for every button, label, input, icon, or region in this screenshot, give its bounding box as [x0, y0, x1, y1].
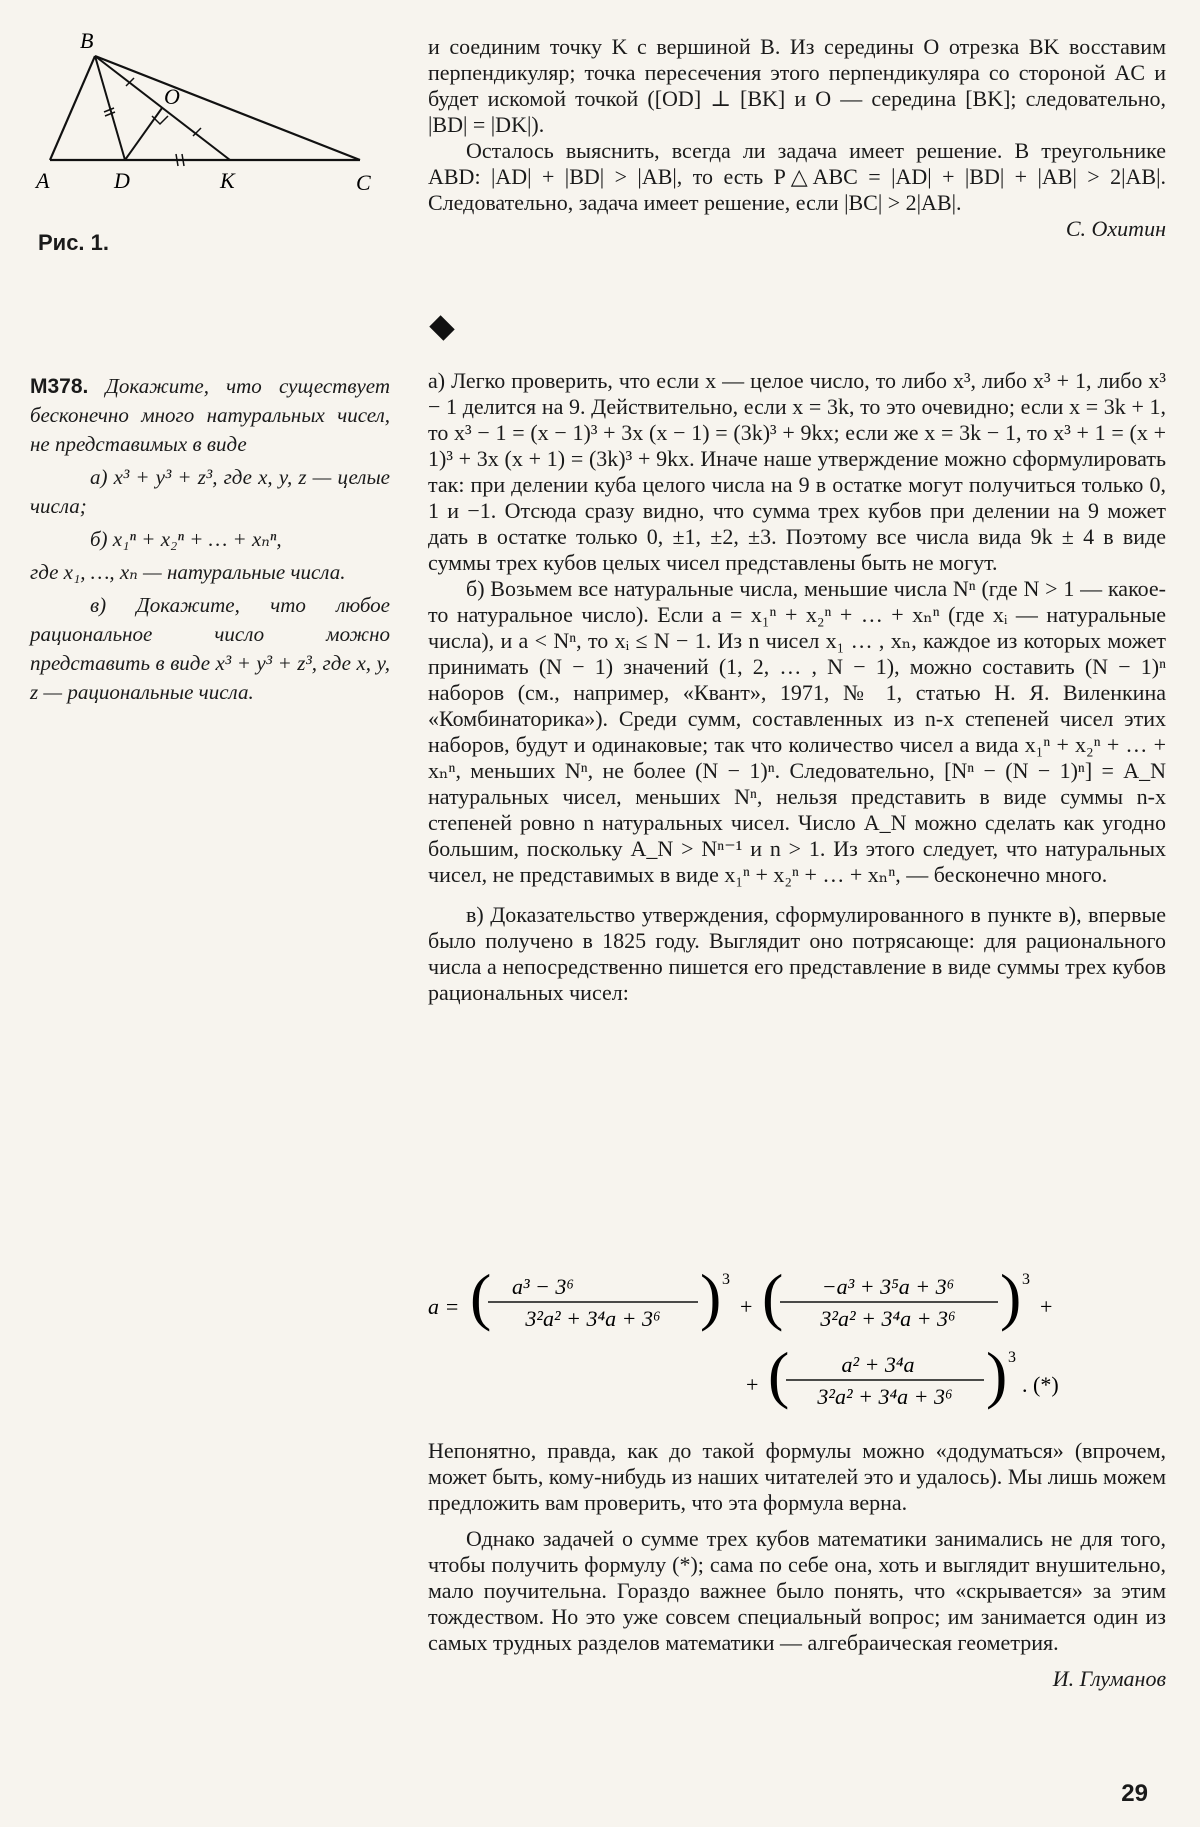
- label-a: A: [36, 168, 50, 193]
- problem-statement: [30, 372, 390, 711]
- term1-numerator: a³ − 3⁶: [511, 1274, 575, 1299]
- problem-part-b-cont: где x₁, …, xₙ — натуральные числа.: [30, 560, 346, 584]
- label-b: B: [80, 28, 94, 53]
- problem-part-c: в) Докажите, что любое рациональное число можно представить в виде x³ + y³ + z³, где x, y, z — рациональные числа.: [30, 593, 390, 704]
- plus-1: +: [740, 1294, 753, 1319]
- formula-tag: . (*): [1022, 1372, 1059, 1397]
- figure-caption: Рис. 1.: [38, 230, 110, 255]
- solution-author: И. Глуманов: [1052, 1666, 1166, 1691]
- solution-last: Однако задачей о сумме трех кубов математики занимались не для того, чтобы получить формулу (*); сама по себе она, хоть и выглядит внушительно, мало поучительна. Гораздо важнее было понять, что «скрывается» за этим тождеством. Но это уже совсем специальный вопрос; им занимается один из самых трудных разделов математики — алгебраическая геометрия.: [428, 1526, 1166, 1655]
- previous-solution-author: С. Охитин: [1065, 216, 1166, 241]
- solution-part-b: б) Возьмем все натуральные числа, меньшие числа Nⁿ (где N > 1 — какое-то натуральное число). Если a = x₁ⁿ + x₂ⁿ + … + xₙⁿ (где xᵢ — натуральные числа), и a < Nⁿ, то xᵢ ≤ N − 1. Из n чисел x₁ … , xₙ, каждое из которых может принимать (N − 1) значений (1, 2, … , N − 1), можно составить (N − 1)ⁿ наборов (см., например, «Квант», 1971, № 1, статью Н. Я. Виленкина «Комбинаторика»). Среди сумм, составленных из n-х степеней чисел этих наборов, будут и одинаковые; так что количество чисел a вида x₁ⁿ + x₂ⁿ + … + xₙⁿ, меньших Nⁿ, не более (N − 1)ⁿ. Следовательно, [Nⁿ − (N − 1)ⁿ] = A_N натуральных чисел, меньших Nⁿ, нельзя представить в виде суммы n-х степеней ровно n натуральных чисел. Число A_N можно сделать как угодно большим, поскольку A_N > Nⁿ⁻¹ и n > 1. Из этого следует, что натуральных чисел, не представимых в виде x₁ⁿ + x₂ⁿ + … + xₙⁿ, — бесконечно много.: [428, 576, 1166, 887]
- figure-triangle: [30, 28, 390, 218]
- term2-power: 3: [1022, 1271, 1030, 1288]
- segment-od: [125, 108, 162, 160]
- segment-bd: [95, 56, 125, 160]
- cube-sum-formula: [428, 1270, 1166, 1420]
- term2-numerator: −a³ + 3⁵a + 3⁶: [821, 1274, 955, 1299]
- term1-power: 3: [722, 1271, 730, 1288]
- triangle-diagram: [30, 28, 390, 218]
- label-c: C: [356, 170, 371, 195]
- problem-part-b: б) x₁ⁿ + x₂ⁿ + … + xₙⁿ,: [90, 527, 282, 551]
- problem-intro: Докажите, что существует бесконечно много натуральных чисел, не представимых в виде: [30, 374, 390, 456]
- formula-lhs: a =: [428, 1294, 460, 1319]
- page-number: 29: [1121, 1780, 1148, 1807]
- solution-body: [428, 368, 1166, 1006]
- side-bc: [95, 56, 360, 160]
- paren-open-3: (: [768, 1339, 790, 1410]
- solution-part-c: в) Доказательство утверждения, сформулированного в пункте в), впервые было получено в 1825 году. Выглядит оно потрясающе: для рационального числа a непосредственно пишется его представление в виде суммы трех кубов рациональных чисел:: [428, 902, 1166, 1005]
- term3-power: 3: [1008, 1349, 1016, 1366]
- paren-close-3: ): [986, 1339, 1008, 1410]
- problem-id: М378.: [30, 375, 89, 398]
- previous-solution: [428, 34, 1166, 242]
- solution-after-formula: Непонятно, правда, как до такой формулы можно «додуматься» (впрочем, может быть, кому-нибудь из наших читателей это и удалось). Мы лишь можем предложить вам проверить, что эта формула верна.: [428, 1438, 1166, 1515]
- solution-conclusion: [428, 1438, 1166, 1692]
- label-d: D: [114, 168, 130, 193]
- paren-open-2: (: [762, 1270, 784, 1332]
- previous-solution-para2: Осталось выяснить, всегда ли задача имеет решение. В треугольнике ABD: |AD| + |BD| > |AB|, то есть P△ABC = |AD| + |BD| + |AB| > 2|AB|. Следовательно, задача имеет решение, если |BC| > 2|AB|.: [428, 138, 1166, 215]
- paren-open-1: (: [470, 1270, 492, 1332]
- segment-bk: [95, 56, 230, 160]
- plus-2: +: [1040, 1294, 1053, 1319]
- label-o: O: [164, 84, 180, 109]
- previous-solution-para1: и соединим точку K с вершиной B. Из середины O отрезка BK восставим перпендикуляр; точка пересечения этого перпендикуляра со стороной AC и будет искомой точкой ([OD] ⊥ [BK] и O — середина [BK]; следовательно, |BD| = |DK|).: [428, 34, 1166, 137]
- paren-close-2: ): [1000, 1270, 1022, 1332]
- solution-part-a: а) Легко проверить, что если x — целое число, то либо x³, либо x³ + 1, либо x³ − 1 делится на 9. Действительно, если x = 3k, то это очевидно; если x = 3k + 1, то x³ − 1 = (x − 1)³ + 3x (x − 1) = (3k)³ + 9kx; если же x = 3k − 1, то x³ + 1 = (x + 1)³ + 3x (x + 1) = (3k)³ + 9kx. Иначе наше утверждение можно сформулировать так: при делении куба целого числа на 9 в остатке могут получиться только 0, 1 и −1. Отсюда сразу видно, что сумма трех кубов при делении на 9 может дать в остатке только 0, ±1, ±2, ±3. Поэтому все числа вида 9k ± 4 в виде суммы трех кубов целых чисел представлены быть не могут.: [428, 368, 1166, 575]
- plus-3: +: [746, 1372, 759, 1397]
- term3-numerator: a² + 3⁴a: [841, 1352, 915, 1377]
- problem-part-a: а) x³ + y³ + z³, где x, y, z — целые числа;: [30, 465, 390, 518]
- term2-denominator: 3²a² + 3⁴a + 3⁶: [820, 1306, 956, 1331]
- term3-denominator: 3²a² + 3⁴a + 3⁶: [817, 1384, 953, 1409]
- label-k: K: [220, 168, 235, 193]
- term1-denominator: 3²a² + 3⁴a + 3⁶: [525, 1306, 661, 1331]
- side-ab: [50, 56, 95, 160]
- section-divider-diamond: [429, 315, 454, 340]
- paren-close-1: ): [700, 1270, 722, 1332]
